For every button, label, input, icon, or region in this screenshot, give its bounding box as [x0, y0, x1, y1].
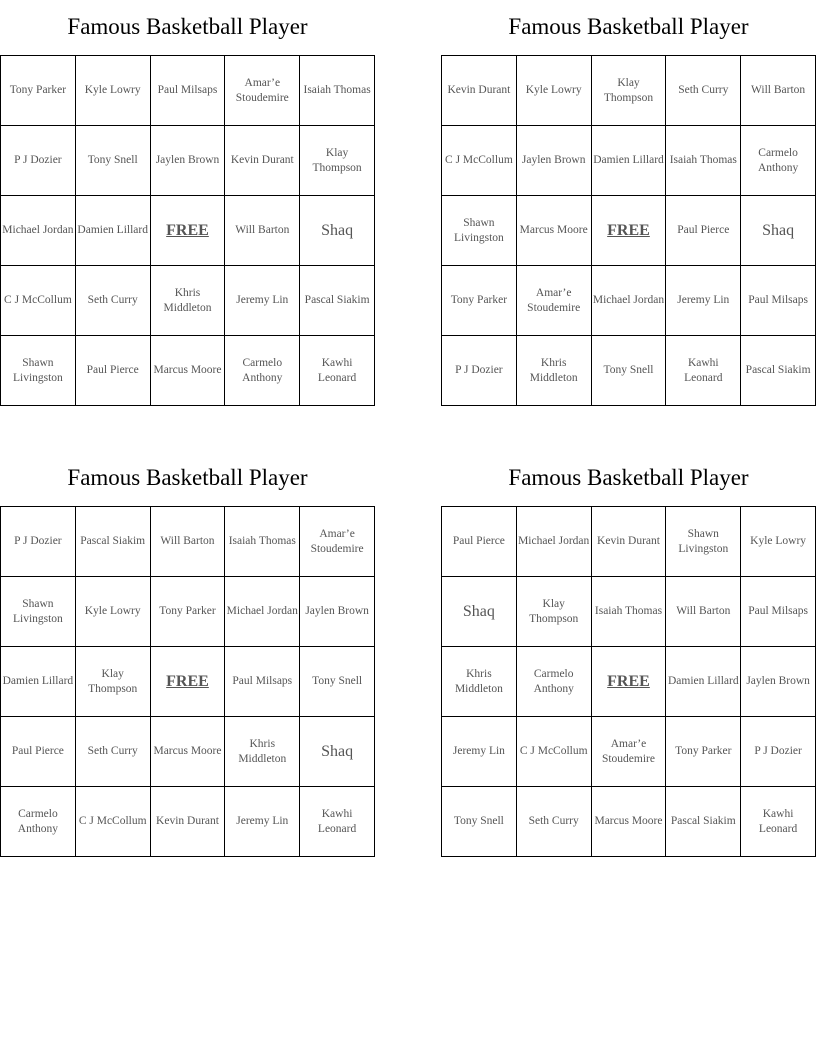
bingo-cell: Kevin Durant: [225, 126, 300, 196]
bingo-cell: Damien Lillard: [592, 126, 667, 196]
bingo-cell: Will Barton: [741, 56, 816, 126]
bingo-cell: Kevin Durant: [151, 787, 226, 857]
bingo-cell: Jeremy Lin: [225, 787, 300, 857]
bingo-cell: Shawn Livingston: [1, 336, 76, 406]
bingo-cell: Carmelo Anthony: [1, 787, 76, 857]
free-space-cell: FREE: [151, 647, 226, 717]
bingo-cell: Seth Curry: [76, 717, 151, 787]
bingo-cell: P J Dozier: [1, 507, 76, 577]
bingo-cell: Kyle Lowry: [741, 507, 816, 577]
bingo-cell: Pascal Siakim: [666, 787, 741, 857]
bingo-cell: Isaiah Thomas: [225, 507, 300, 577]
bingo-cell: Michael Jordan: [1, 196, 76, 266]
bingo-cell: Klay Thompson: [300, 126, 375, 196]
bingo-cell: Damien Lillard: [1, 647, 76, 717]
bingo-cell: Shawn Livingston: [666, 507, 741, 577]
bingo-cell: Shaq: [741, 196, 816, 266]
bingo-cell: Seth Curry: [517, 787, 592, 857]
free-space-cell: FREE: [151, 196, 226, 266]
bingo-cell: Jeremy Lin: [442, 717, 517, 787]
bingo-cell: Marcus Moore: [517, 196, 592, 266]
bingo-cell: Carmelo Anthony: [225, 336, 300, 406]
bingo-cell: Amar’e Stoudemire: [300, 507, 375, 577]
bingo-cell: Carmelo Anthony: [741, 126, 816, 196]
bingo-cell: C J McCollum: [442, 126, 517, 196]
bingo-cell: Paul Milsaps: [741, 577, 816, 647]
bingo-cell: Shaq: [300, 196, 375, 266]
bingo-cell: Klay Thompson: [592, 56, 667, 126]
bingo-cell: P J Dozier: [741, 717, 816, 787]
bingo-cell: Tony Parker: [666, 717, 741, 787]
bingo-cell: Seth Curry: [666, 56, 741, 126]
card-title: Famous Basketball Player: [67, 14, 308, 39]
bingo-cell: Klay Thompson: [76, 647, 151, 717]
bingo-cell: Paul Pierce: [76, 336, 151, 406]
bingo-cell: Pascal Siakim: [76, 507, 151, 577]
bingo-cell: Tony Parker: [1, 56, 76, 126]
bingo-cell: Shaq: [442, 577, 517, 647]
bingo-cell: Kawhi Leonard: [666, 336, 741, 406]
bingo-cell: Marcus Moore: [592, 787, 667, 857]
bingo-cell: Jaylen Brown: [741, 647, 816, 717]
bingo-cell: Damien Lillard: [666, 647, 741, 717]
bingo-cell: Kevin Durant: [592, 507, 667, 577]
bingo-cell: Kawhi Leonard: [300, 336, 375, 406]
bingo-cell: Paul Milsaps: [151, 56, 226, 126]
bingo-cell: Paul Milsaps: [225, 647, 300, 717]
card-title: Famous Basketball Player: [67, 465, 308, 490]
bingo-cell: Will Barton: [225, 196, 300, 266]
bingo-cell: Will Barton: [666, 577, 741, 647]
bingo-cell: Amar’e Stoudemire: [517, 266, 592, 336]
bingo-cell: Paul Milsaps: [741, 266, 816, 336]
bingo-cell: Amar’e Stoudemire: [225, 56, 300, 126]
bingo-grid: [441, 55, 816, 406]
bingo-cell: Tony Snell: [76, 126, 151, 196]
bingo-cell: Kyle Lowry: [76, 577, 151, 647]
bingo-cell: Jaylen Brown: [300, 577, 375, 647]
bingo-cell: Paul Pierce: [1, 717, 76, 787]
bingo-cell: Paul Pierce: [442, 507, 517, 577]
bingo-cell: Kevin Durant: [442, 56, 517, 126]
bingo-cell: P J Dozier: [442, 336, 517, 406]
bingo-cell: Pascal Siakim: [300, 266, 375, 336]
bingo-cell: Isaiah Thomas: [666, 126, 741, 196]
bingo-cell: Michael Jordan: [592, 266, 667, 336]
bingo-cell: Will Barton: [151, 507, 226, 577]
bingo-cell: Klay Thompson: [517, 577, 592, 647]
free-space-cell: FREE: [592, 647, 667, 717]
bingo-cell: Tony Snell: [442, 787, 517, 857]
bingo-cell: C J McCollum: [517, 717, 592, 787]
bingo-cell: C J McCollum: [76, 787, 151, 857]
bingo-cell: Damien Lillard: [76, 196, 151, 266]
bingo-cell: C J McCollum: [1, 266, 76, 336]
bingo-cell: Pascal Siakim: [741, 336, 816, 406]
bingo-cell: Seth Curry: [76, 266, 151, 336]
bingo-grid: [0, 55, 375, 406]
bingo-grid: [441, 506, 816, 857]
bingo-cell: Tony Snell: [592, 336, 667, 406]
bingo-cell: Carmelo Anthony: [517, 647, 592, 717]
bingo-cell: Jaylen Brown: [151, 126, 226, 196]
bingo-cell: Shaq: [300, 717, 375, 787]
bingo-cell: Isaiah Thomas: [300, 56, 375, 126]
bingo-cell: Khris Middleton: [225, 717, 300, 787]
bingo-cell: Shawn Livingston: [442, 196, 517, 266]
bingo-cell: Kawhi Leonard: [741, 787, 816, 857]
bingo-cell: Tony Snell: [300, 647, 375, 717]
bingo-cell: Kawhi Leonard: [300, 787, 375, 857]
bingo-cell: Kyle Lowry: [76, 56, 151, 126]
bingo-cell: Jaylen Brown: [517, 126, 592, 196]
bingo-cell: Kyle Lowry: [517, 56, 592, 126]
bingo-cell: P J Dozier: [1, 126, 76, 196]
bingo-cell: Shawn Livingston: [1, 577, 76, 647]
bingo-cell: Michael Jordan: [517, 507, 592, 577]
bingo-cell: Tony Parker: [442, 266, 517, 336]
bingo-cell: Isaiah Thomas: [592, 577, 667, 647]
bingo-cell: Marcus Moore: [151, 717, 226, 787]
card-title: Famous Basketball Player: [508, 465, 749, 490]
free-space-cell: FREE: [592, 196, 667, 266]
bingo-cell: Khris Middleton: [517, 336, 592, 406]
bingo-cell: Jeremy Lin: [666, 266, 741, 336]
bingo-cell: Jeremy Lin: [225, 266, 300, 336]
bingo-cell: Khris Middleton: [151, 266, 226, 336]
bingo-cell: Amar’e Stoudemire: [592, 717, 667, 787]
bingo-cell: Michael Jordan: [225, 577, 300, 647]
bingo-grid: [0, 506, 375, 857]
bingo-cell: Khris Middleton: [442, 647, 517, 717]
card-title: Famous Basketball Player: [508, 14, 749, 39]
bingo-cell: Marcus Moore: [151, 336, 226, 406]
bingo-cell: Paul Pierce: [666, 196, 741, 266]
bingo-cell: Tony Parker: [151, 577, 226, 647]
